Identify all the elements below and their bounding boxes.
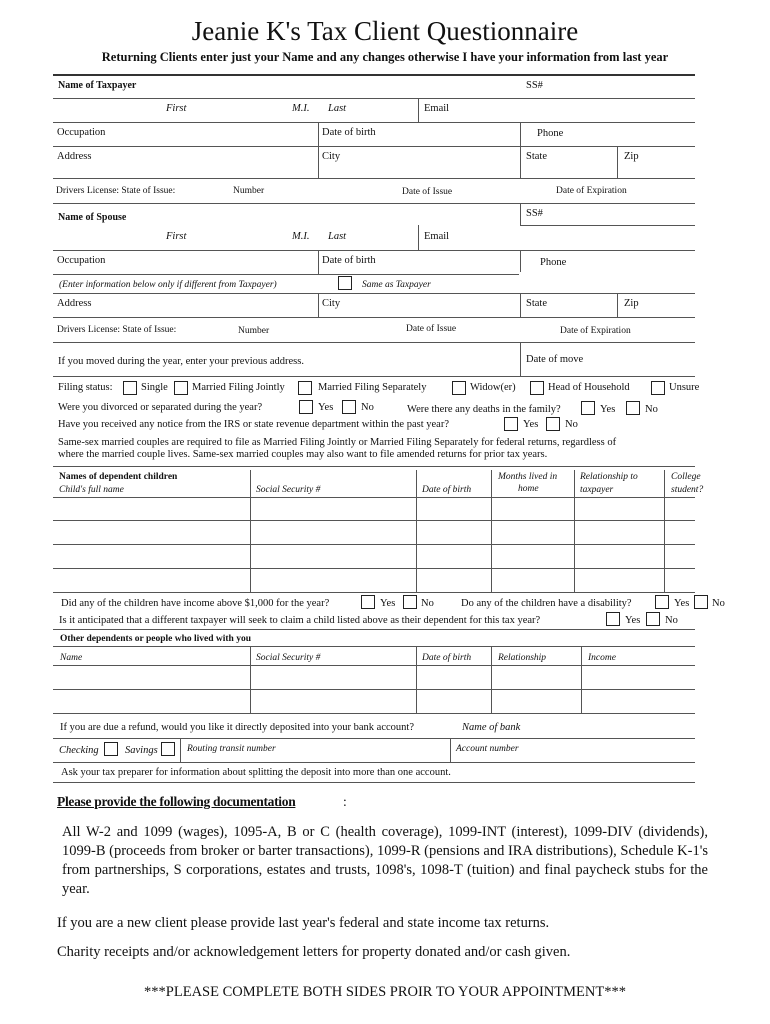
docs-heading: Please provide the following documentation bbox=[57, 794, 296, 809]
children-disability-yes-label: Yes bbox=[674, 598, 690, 609]
routing-number-label: Routing transit number bbox=[187, 744, 276, 754]
unsure-label: Unsure bbox=[669, 382, 700, 393]
taxpayer-name-label: Name of Taxpayer bbox=[58, 80, 137, 91]
others-heading: Other dependents or people who lived with you bbox=[60, 634, 251, 644]
dependents-col-dob: Date of birth bbox=[422, 485, 472, 495]
taxpayer-last-label: Last bbox=[328, 103, 347, 114]
taxpayer-ssn-input[interactable] bbox=[540, 79, 690, 93]
other-dependent-row-2[interactable] bbox=[58, 695, 243, 709]
taxpayer-phone-label: Phone bbox=[537, 128, 564, 139]
divorced-no-checkbox[interactable] bbox=[342, 400, 356, 414]
dependents-col-name: Child's full name bbox=[59, 485, 124, 495]
mfj-checkbox[interactable] bbox=[174, 381, 188, 395]
bank-name-label: Name of bank bbox=[462, 722, 521, 733]
children-disability-no-label: No bbox=[712, 598, 725, 609]
widow-label: Widow(er) bbox=[470, 382, 516, 393]
new-client-note: If you are a new client please provide last year's federal and state income tax returns. bbox=[57, 915, 550, 931]
docs-heading-colon: : bbox=[343, 794, 347, 809]
spouse-last-label: Last bbox=[328, 231, 347, 242]
deaths-no-checkbox[interactable] bbox=[626, 401, 640, 415]
page-subtitle: Returning Clients enter just your Name and any changes otherwise I have your information from last year bbox=[101, 50, 669, 64]
savings-label: Savings bbox=[125, 745, 158, 756]
spouse-first-label: First bbox=[166, 231, 187, 242]
same-sex-note-line-1: Same-sex married couples are required to file as Married Filing Jointly or Married Filing Separately for federal returns, regardless of bbox=[58, 437, 617, 448]
dependent-row-2[interactable] bbox=[58, 527, 243, 541]
others-col-income: Income bbox=[588, 653, 616, 663]
children-income-no-checkbox[interactable] bbox=[403, 595, 417, 609]
others-col-ssn: Social Security # bbox=[256, 653, 321, 663]
spouse-occupation-input[interactable] bbox=[120, 254, 310, 268]
irs-notice-yes-checkbox[interactable] bbox=[504, 417, 518, 431]
bank-name-input[interactable] bbox=[525, 721, 690, 735]
docs-list: All W-2 and 1099 (wages), 1095-A, B or C (health coverage), 1099-INT (interest), 1099-DIV (dividends), 1099-B (proceeds from broker or barter transactions), 1099-R (pensions and IRA distributions), Schedule K-1's from partnerships, S corporations, estates and trusts, 1098's, 1098-T (tuition) and final paycheck stubs for the year. bbox=[62, 824, 708, 897]
irs-notice-question: Have you received any notice from the IRS or state revenue department within the past year? bbox=[58, 419, 449, 430]
taxpayer-city-input[interactable] bbox=[345, 150, 515, 164]
claim-child-question: Is it anticipated that a different taxpayer will seek to claim a child listed above as their dependent for this tax year? bbox=[59, 615, 541, 626]
same-as-taxpayer-label: Same as Taxpayer bbox=[362, 280, 431, 290]
mfs-label: Married Filing Separately bbox=[318, 382, 427, 393]
others-col-dob: Date of birth bbox=[422, 653, 472, 663]
widow-checkbox[interactable] bbox=[452, 381, 466, 395]
irs-notice-no-label: No bbox=[565, 419, 578, 430]
single-label: Single bbox=[141, 382, 168, 393]
taxpayer-zip-label: Zip bbox=[624, 151, 639, 162]
previous-address-input[interactable] bbox=[340, 355, 515, 369]
routing-number-input[interactable] bbox=[295, 742, 445, 756]
taxpayer-state-label: State bbox=[526, 151, 547, 162]
checking-label: Checking bbox=[59, 745, 99, 756]
children-income-question: Did any of the children have income above $1,000 for the year? bbox=[61, 598, 330, 609]
others-col-relationship: Relationship bbox=[498, 653, 547, 663]
dependent-row-1[interactable] bbox=[58, 503, 243, 517]
deaths-question: Were there any deaths in the family? bbox=[407, 404, 561, 415]
spouse-ssn-label: SS# bbox=[526, 208, 543, 219]
savings-checkbox[interactable] bbox=[161, 742, 175, 756]
taxpayer-dob-label: Date of birth bbox=[322, 127, 376, 138]
dependent-row-4[interactable] bbox=[58, 575, 243, 589]
spouse-name-label: Name of Spouse bbox=[58, 212, 127, 223]
taxpayer-occupation-label: Occupation bbox=[57, 127, 106, 138]
account-number-label: Account number bbox=[456, 744, 519, 754]
dependents-col-months-1: Months lived in bbox=[498, 472, 558, 482]
taxpayer-dob-input[interactable] bbox=[385, 126, 515, 140]
spouse-email-input[interactable] bbox=[455, 230, 690, 244]
taxpayer-email-input[interactable] bbox=[455, 103, 690, 117]
dependents-col-relationship-2: taxpayer bbox=[580, 485, 614, 495]
same-sex-note-line-2: where the married couple lives. Same-sex married couples may also want to file amended returns for prior tax years. bbox=[58, 449, 548, 460]
hoh-checkbox[interactable] bbox=[530, 381, 544, 395]
spouse-license-number-label: Number bbox=[238, 326, 270, 336]
spouse-state-label: State bbox=[526, 298, 547, 309]
moved-date-label: Date of move bbox=[526, 354, 584, 365]
children-disability-question: Do any of the children have a disability? bbox=[461, 598, 632, 609]
mfj-label: Married Filing Jointly bbox=[192, 382, 285, 393]
moved-question: If you moved during the year, enter your previous address. bbox=[58, 356, 304, 367]
taxpayer-city-label: City bbox=[322, 151, 341, 162]
claim-child-yes-checkbox[interactable] bbox=[606, 612, 620, 626]
move-date-input[interactable] bbox=[595, 354, 690, 368]
dependents-col-college-2: student? bbox=[671, 485, 704, 495]
spouse-zip-label: Zip bbox=[624, 298, 639, 309]
spouse-phone-label: Phone bbox=[540, 257, 567, 268]
divorced-yes-label: Yes bbox=[318, 402, 334, 413]
divorced-no-label: No bbox=[361, 402, 374, 413]
page-title: Jeanie K's Tax Client Questionnaire bbox=[191, 16, 579, 46]
spouse-note: (Enter information below only if different from Taxpayer) bbox=[59, 280, 277, 290]
hoh-label: Head of Household bbox=[548, 382, 630, 393]
claim-child-no-label: No bbox=[665, 615, 678, 626]
spouse-address-label: Address bbox=[57, 298, 92, 309]
spouse-license-expiration-label: Date of Expiration bbox=[560, 326, 631, 336]
divorced-question: Were you divorced or separated during the year? bbox=[58, 402, 263, 413]
checking-checkbox[interactable] bbox=[104, 742, 118, 756]
account-number-input[interactable] bbox=[530, 742, 690, 756]
children-income-no-label: No bbox=[421, 598, 434, 609]
dependent-row-3[interactable] bbox=[58, 551, 243, 565]
other-dependent-row-1[interactable] bbox=[58, 671, 243, 685]
spouse-license-issue-label: Date of Issue bbox=[406, 324, 457, 334]
dependents-col-college-1: College bbox=[671, 472, 701, 482]
deaths-no-label: No bbox=[645, 404, 658, 415]
children-income-yes-label: Yes bbox=[380, 598, 396, 609]
children-income-yes-checkbox[interactable] bbox=[361, 595, 375, 609]
spouse-phone-input[interactable] bbox=[572, 256, 690, 270]
spouse-city-label: City bbox=[322, 298, 341, 309]
spouse-mi-label: M.I. bbox=[292, 231, 310, 242]
spouse-dob-label: Date of birth bbox=[322, 255, 376, 266]
spouse-email-label: Email bbox=[424, 231, 450, 242]
spouse-occupation-label: Occupation bbox=[57, 255, 106, 266]
filing-status-label: Filing status: bbox=[58, 382, 113, 393]
dependents-col-months-2: home bbox=[518, 484, 539, 494]
spouse-ssn-input[interactable] bbox=[540, 208, 690, 222]
children-disability-no-checkbox[interactable] bbox=[694, 595, 708, 609]
spouse-city-input[interactable] bbox=[345, 297, 515, 311]
taxpayer-first-label: First bbox=[166, 103, 187, 114]
spouse-address-input[interactable] bbox=[105, 297, 310, 311]
children-disability-yes-checkbox[interactable] bbox=[655, 595, 669, 609]
dependents-col-ssn: Social Security # bbox=[256, 485, 321, 495]
taxpayer-license-number-label: Number bbox=[233, 186, 265, 196]
irs-notice-no-checkbox[interactable] bbox=[546, 417, 560, 431]
footer-note: ***PLEASE COMPLETE BOTH SIDES PROIR TO YOUR APPOINTMENT*** bbox=[144, 984, 626, 1000]
taxpayer-address-input[interactable] bbox=[105, 150, 310, 164]
mfs-checkbox[interactable] bbox=[298, 381, 312, 395]
taxpayer-occupation-input[interactable] bbox=[120, 126, 310, 140]
taxpayer-phone-input[interactable] bbox=[570, 127, 690, 141]
taxpayer-license-label: Drivers License: State of Issue: bbox=[56, 186, 176, 196]
deaths-yes-checkbox[interactable] bbox=[581, 401, 595, 415]
taxpayer-mi-label: M.I. bbox=[292, 103, 310, 114]
claim-child-yes-label: Yes bbox=[625, 615, 641, 626]
spouse-license-label: Drivers License: State of Issue: bbox=[57, 325, 177, 335]
claim-child-no-checkbox[interactable] bbox=[646, 612, 660, 626]
taxpayer-email-label: Email bbox=[424, 103, 450, 114]
taxpayer-ssn-label: SS# bbox=[526, 80, 543, 91]
taxpayer-license-expiration-label: Date of Expiration bbox=[556, 186, 627, 196]
refund-question: If you are due a refund, would you like it directly deposited into your bank account? bbox=[60, 722, 414, 733]
divorced-yes-checkbox[interactable] bbox=[299, 400, 313, 414]
single-checkbox[interactable] bbox=[123, 381, 137, 395]
spouse-dob-input[interactable] bbox=[385, 254, 515, 268]
dependents-heading: Names of dependent children bbox=[59, 472, 178, 482]
taxpayer-license-issue-label: Date of Issue bbox=[402, 187, 453, 197]
same-as-taxpayer-checkbox[interactable] bbox=[338, 276, 352, 290]
unsure-checkbox[interactable] bbox=[651, 381, 665, 395]
taxpayer-address-label: Address bbox=[57, 151, 92, 162]
deaths-yes-label: Yes bbox=[600, 404, 616, 415]
others-col-name: Name bbox=[60, 653, 83, 663]
split-deposit-note: Ask your tax preparer for information about splitting the deposit into more than one account. bbox=[61, 767, 451, 778]
charity-note: Charity receipts and/or acknowledgement letters for property donated and/or cash given. bbox=[57, 944, 571, 960]
irs-notice-yes-label: Yes bbox=[523, 419, 539, 430]
dependents-col-relationship-1: Relationship to bbox=[580, 472, 638, 482]
